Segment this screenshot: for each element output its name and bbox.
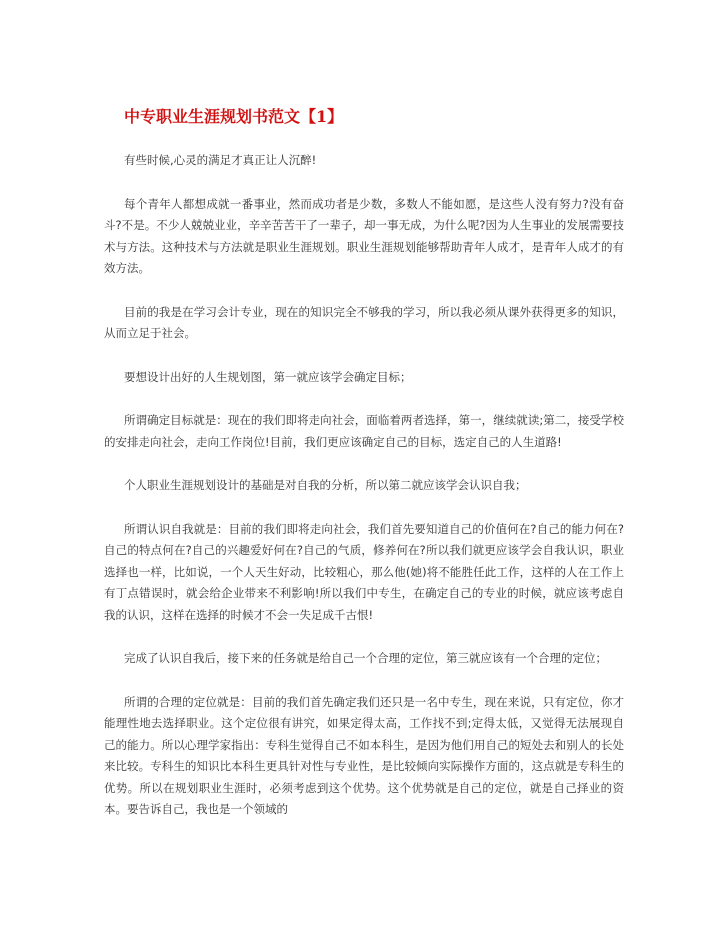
paragraph-6: 个人职业生涯规划设计的基础是对自我的分析，所以第二就应该学会认识自我； bbox=[124, 478, 527, 492]
paragraph-3: 目前的我是在学习会计专业，现在的知识完全不够我的学习，所以我必须从课外获得更多的知识，从而立足于社会。 bbox=[104, 304, 624, 340]
paragraph-1: 有些时候,心灵的满足才真正让人沉醉! bbox=[124, 153, 317, 167]
paragraph-4: 要想设计出好的人生规划图，第一就应该学会确定目标； bbox=[124, 369, 412, 384]
paragraph-9: 所谓的合理的定位就是：目前的我们首先确定我们还只是一名中专生，现在来说，只有定位，你才能理性地去选择职业。这个定位很有讲究，如果定得太高，工作找不到;定得太低，又觉得无法展现自己的能力。所以心理学家指出：专科生觉得自己不如本科生，是因为他们用自己的短处去和别人的长处来比较。专科生的知识比本科生更具针对性与专业性，是比较倾向实际操作方面的，这点就是专科生的优势。所以在规划职业生涯时，必须考虑到这个优势。这个优势就是自己的定位，就是自己择业的资本。要告诉自己，我也是一个领域的 bbox=[104, 694, 624, 816]
paragraph-5: 所谓确定目标就是：现在的我们即将走向社会，面临着两者选择，第一，继续就读;第二，接受学校的安排走向社会，走向工作岗位!目前，我们更应该确定自己的目标，选定自己的人生道路! bbox=[104, 413, 624, 449]
paragraph-8: 完成了认识自我后，接下来的任务就是给自己一个合理的定位，第三就应该有一个合理的定位； bbox=[124, 651, 607, 665]
document-body bbox=[104, 150, 624, 843]
paragraph-7: 所谓认识自我就是：目前的我们即将走向社会，我们首先要知道自己的价值何在?自己的能力何在?自己的特点何在?自己的兴趣爱好何在?自己的气质，修养何在?所以我们就更应该学会自我认识，职业选择也一样，比如说，一个人天生好动，比较粗心，那么他(她)将不能胜任此工作，这样的人在工作上有丁点错误时，就会给企业带来不利影响!所以我们中专生，在确定自己的专业的时候，就应该考虑自我的认识，这样在选择的时候才不会一失足成千古恨! bbox=[104, 521, 624, 622]
paragraph-2: 每个青年人都想成就一番事业，然而成功者是少数，多数人不能如愿，是这些人没有努力?没有奋斗?不是。不少人兢兢业业，辛辛苦苦干了一辈子，却一事无成，为什么呢?因为人生事业的发展需要技术与方法。这种技术与方法就是职业生涯规划。职业生涯规划能够帮助青年人成才，是青年人成才的有效方法。 bbox=[104, 196, 624, 275]
document-title: 中专职业生涯规划书范文【1】 bbox=[124, 107, 344, 126]
